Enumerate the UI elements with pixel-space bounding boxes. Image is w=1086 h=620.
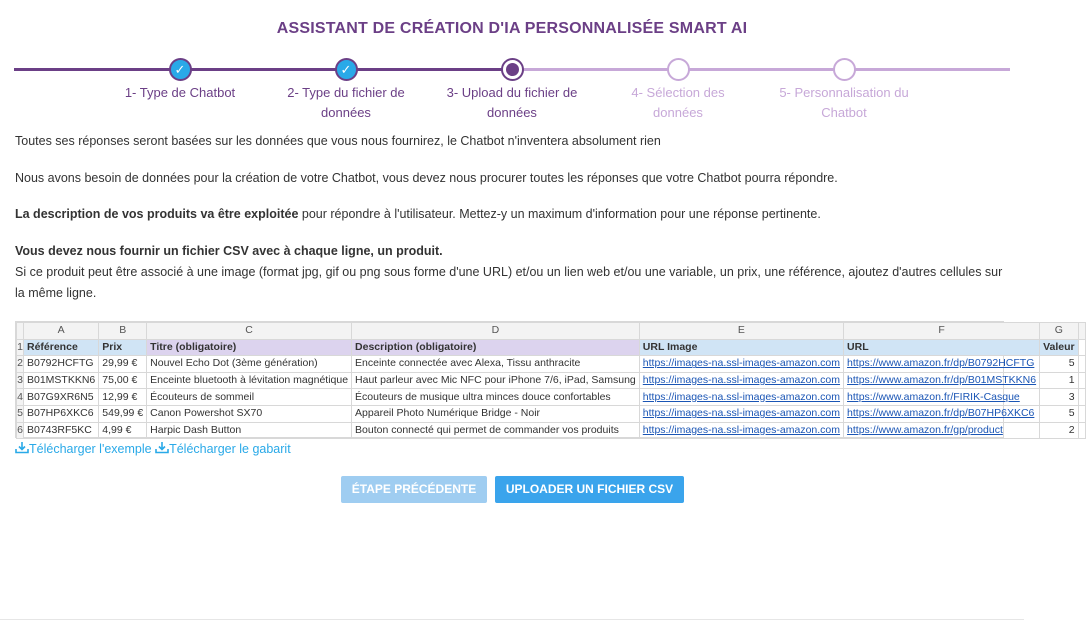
download-template-label: Télécharger le gabarit	[169, 442, 291, 456]
cell: Bouton connecté qui permet de commander vos produits	[352, 422, 640, 439]
cell: 549,99 €	[99, 405, 147, 422]
cell: 1	[1040, 372, 1079, 389]
step-3	[442, 58, 582, 123]
url-link-cell[interactable]: https://www.amazon.fr/FIRIK-Casque	[844, 389, 1040, 406]
row-number: 5	[17, 405, 24, 422]
page-title: ASSISTANT DE CRÉATION D'IA PERSONNALISÉE SMART AI	[276, 20, 748, 37]
row-number: 1	[17, 339, 24, 356]
cell: 5	[1040, 405, 1079, 422]
upload-csv-button[interactable]: UPLOADER UN FICHIER CSV	[495, 476, 684, 503]
step-1-label: 1- Type de Chatbot	[124, 85, 236, 100]
row-number: 4	[17, 389, 24, 406]
header-cell: Valeur	[1040, 339, 1079, 356]
current-step-icon	[501, 58, 524, 81]
download-icon	[15, 441, 29, 454]
cell: B0792HCFTG	[24, 356, 99, 373]
table-row	[17, 405, 1086, 422]
column-header-row	[17, 323, 1086, 340]
cell: B01MSTKKN6	[24, 372, 99, 389]
cell: Haut parleur avec Mic NFC pour iPhone 7/6, iPad, Samsung	[352, 372, 640, 389]
intro-paragraph-3-rest: pour répondre à l'utilisateur. Mettez-y un maximum d'information pour une réponse pertinente.	[298, 207, 821, 221]
progress-stepper	[14, 58, 1010, 124]
cell: B07HP6XKC6	[24, 405, 99, 422]
step-2[interactable]	[276, 58, 416, 123]
column-letter: F	[844, 323, 1040, 340]
download-example-label: Télécharger l'exemple	[29, 442, 152, 456]
header-cell: URL Image	[639, 339, 843, 356]
cell: Canon Powershot SX70	[147, 405, 352, 422]
check-icon: ✓	[335, 58, 358, 81]
corner-cell	[17, 323, 24, 340]
url-link-cell[interactable]: https://www.amazon.fr/gp/product	[844, 422, 1040, 439]
cell: 3	[1040, 389, 1079, 406]
url-link-cell[interactable]: https://www.amazon.fr/dp/B01MSTKKN6	[844, 372, 1040, 389]
intro-paragraph-4-rest: Si ce produit peut être associé à une image (format jpg, gif ou png sous forme d'une URL) et/ou un lien web et/ou une variable, un prix, une référence, ajoutez d'autres cellules sur la même ligne.	[15, 265, 1003, 300]
cell: 12,99 €	[99, 389, 147, 406]
cell: 2	[1040, 422, 1079, 439]
step-1[interactable]	[110, 58, 250, 103]
empty-cell	[1078, 422, 1085, 439]
column-letter: D	[352, 323, 640, 340]
cell: Appareil Photo Numérique Bridge - Noir	[352, 405, 640, 422]
row-number: 3	[17, 372, 24, 389]
intro-paragraph-4-bold: Vous devez nous fournir un fichier CSV avec à chaque ligne, un produit.	[15, 244, 443, 258]
row-number: 2	[17, 356, 24, 373]
previous-step-button[interactable]: ÉTAPE PRÉCÉDENTE	[341, 476, 487, 503]
empty-cell	[1078, 372, 1085, 389]
intro-paragraph-2: Nous avons besoin de données pour la création de votre Chatbot, vous devez nous procurer toutes les réponses que votre Chatbot pourra répondre.	[15, 171, 838, 185]
url-link-cell[interactable]: https://www.amazon.fr/dp/B0792HCFTG	[844, 356, 1040, 373]
pending-step-icon	[667, 58, 690, 81]
cell: Enceinte connectée avec Alexa, Tissu anthracite	[352, 356, 640, 373]
cell: Écouteurs de sommeil	[147, 389, 352, 406]
table-row	[17, 372, 1086, 389]
intro-paragraph-1: Toutes ses réponses seront basées sur les données que vous nous fournirez, le Chatbot n'inventera absolument rien	[15, 134, 661, 148]
cell: 4,99 €	[99, 422, 147, 439]
step-5	[774, 58, 914, 123]
cell: Enceinte bluetooth à lévitation magnétique	[147, 372, 352, 389]
header-cell: Titre (obligatoire)	[147, 339, 352, 356]
cell: Nouvel Echo Dot (3ème génération)	[147, 356, 352, 373]
pending-step-icon	[833, 58, 856, 81]
table-row	[17, 422, 1086, 439]
cell: 75,00 €	[99, 372, 147, 389]
empty-cell	[1078, 356, 1085, 373]
step-2-label: 2- Type du fichier de données	[287, 85, 405, 120]
column-letter: E	[639, 323, 843, 340]
stepper-line-remaining	[512, 68, 1010, 71]
check-icon: ✓	[169, 58, 192, 81]
empty-cell	[1078, 405, 1085, 422]
table-row	[17, 389, 1086, 406]
cell: 5	[1040, 356, 1079, 373]
cell: B0743RF5KC	[24, 422, 99, 439]
image-link-cell[interactable]: https://images-na.ssl-images-amazon.com	[639, 372, 843, 389]
stepper-line-completed	[14, 68, 512, 71]
empty-cell	[1078, 389, 1085, 406]
cell: B07G9XR6N5	[24, 389, 99, 406]
table-row	[17, 356, 1086, 373]
cell: Harpic Dash Button	[147, 422, 352, 439]
step-4-label: 4- Sélection des données	[631, 85, 725, 120]
column-letter: G	[1040, 323, 1079, 340]
image-link-cell[interactable]: https://images-na.ssl-images-amazon.com	[639, 389, 843, 406]
cell: Écouteurs de musique ultra minces douce confortables	[352, 389, 640, 406]
header-cell: URL	[844, 339, 1040, 356]
url-link-cell[interactable]: https://www.amazon.fr/dp/B07HP6XKC6	[844, 405, 1040, 422]
image-link-cell[interactable]: https://images-na.ssl-images-amazon.com	[639, 405, 843, 422]
intro-paragraph-3-bold: La description de vos produits va être exploitée	[15, 207, 299, 221]
column-letter: B	[99, 323, 147, 340]
column-letter: C	[147, 323, 352, 340]
csv-example-spreadsheet	[15, 321, 1075, 438]
intro-paragraph-3	[15, 204, 1010, 225]
header-cell: Référence	[24, 339, 99, 356]
image-link-cell[interactable]: https://images-na.ssl-images-amazon.com	[639, 356, 843, 373]
step-3-label: 3- Upload du fichier de données	[446, 85, 578, 120]
empty-cell	[1078, 323, 1085, 340]
column-letter: A	[24, 323, 99, 340]
row-number: 6	[17, 422, 24, 439]
image-link-cell[interactable]: https://images-na.ssl-images-amazon.com	[639, 422, 843, 439]
cell: 29,99 €	[99, 356, 147, 373]
download-icon	[155, 441, 169, 454]
intro-paragraph-4	[15, 241, 1010, 304]
header-cell: Description (obligatoire)	[352, 339, 640, 356]
table-header-row	[17, 339, 1086, 356]
download-links	[15, 441, 291, 456]
empty-cell	[1078, 339, 1085, 356]
step-5-label: 5- Personnalisation du Chatbot	[779, 85, 909, 120]
download-template-link[interactable]	[155, 441, 291, 456]
download-example-link[interactable]	[15, 441, 152, 456]
header-cell: Prix	[99, 339, 147, 356]
step-4	[608, 58, 748, 123]
